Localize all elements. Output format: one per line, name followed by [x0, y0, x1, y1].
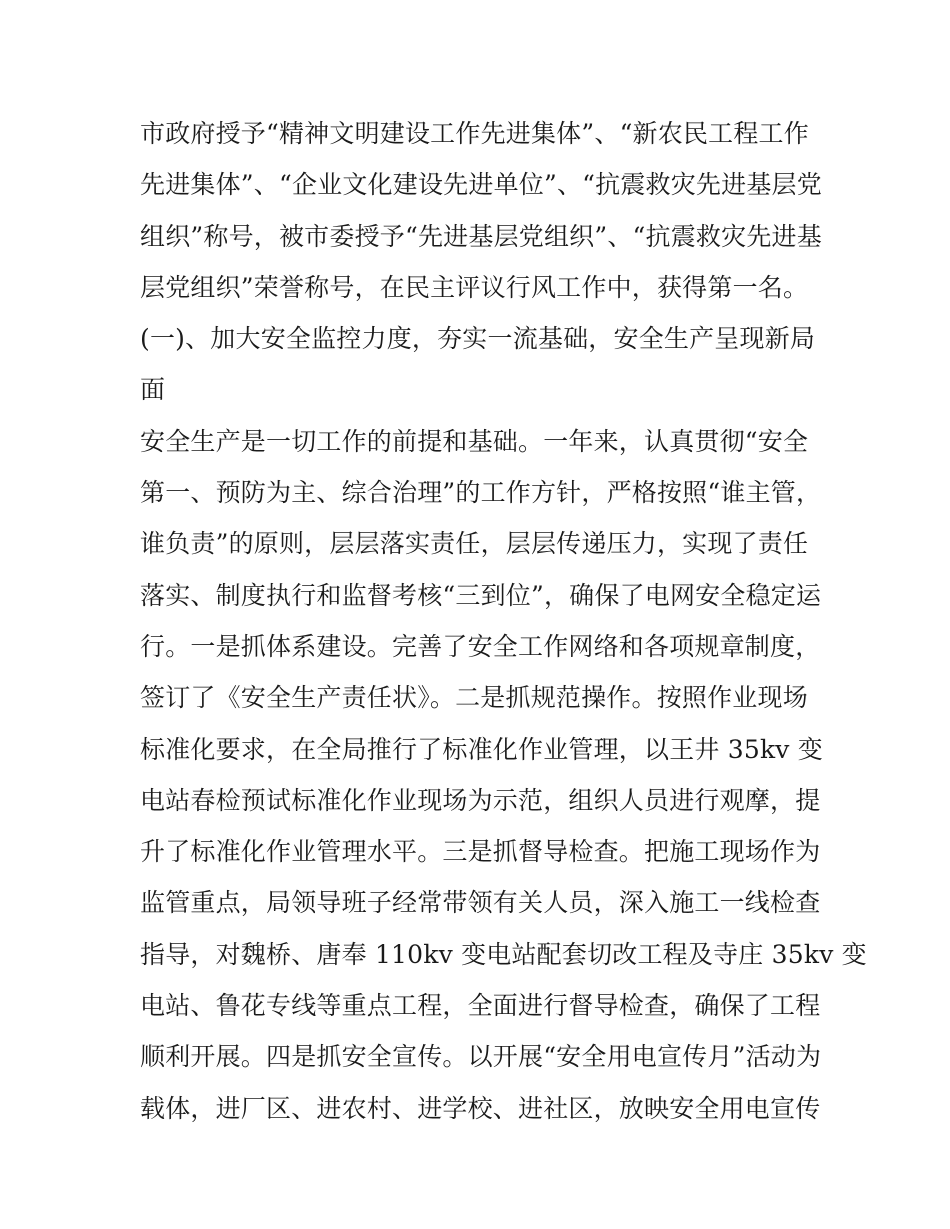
text-line: 指导，对魏桥、唐奉 110kv 变电站配套切改工程及寺庄 35kv 变 — [140, 939, 867, 969]
text-line: 安全生产是一切工作的前提和基础。一年来，认真贯彻“安全 — [140, 426, 809, 456]
text-line: 市政府授予“精神文明建设工作先进集体”、“新农民工程工作 — [140, 119, 809, 148]
text-line: 谁负责”的原则，层层落实责任，层层传递压力，实现了责任 — [140, 529, 809, 559]
text-line: 电站、鲁花专线等重点工程，全面进行督导检查，确保了工程 — [140, 991, 821, 1021]
text-line: 层党组织”荣誉称号，在民主评议行风工作中，获得第一名。 — [140, 272, 809, 302]
text-line: 组织”称号，被市委授予“先进基层党组织”、“抗震救灾先进基 — [140, 221, 822, 251]
text-line: 监管重点，局领导班子经常带领有关人员，深入施工一线检查 — [140, 888, 821, 918]
text-line: 先进集体”、“企业文化建设先进单位”、“抗震救灾先进基层党 — [140, 170, 822, 200]
section-heading-line: (一)、加大安全监控力度，夯实一流基础，安全生产呈现新局 — [140, 324, 816, 354]
text-line: 升了标准化作业管理水平。三是抓督导检查。把施工现场作为 — [140, 837, 821, 867]
section-heading-line: 面 — [140, 375, 166, 405]
text-line: 签订了《安全生产责任状》。二是抓规范操作。按照作业现场 — [140, 683, 808, 713]
document-body — [140, 108, 867, 1134]
text-line: 标准化要求，在全局推行了标准化作业管理，以王井 35kv 变 — [140, 734, 823, 764]
text-line: 顺利开展。四是抓安全宣传。以开展“安全用电宣传月”活动为 — [140, 1042, 822, 1072]
text-line: 载体，进厂区、进农村、进学校、进社区，放映安全用电宣传 — [140, 1093, 821, 1123]
text-line: 落实、制度执行和监督考核“三到位”，确保了电网安全稳定运 — [140, 580, 822, 610]
text-line: 电站春检预试标准化作业现场为示范，组织人员进行观摩，提 — [140, 785, 821, 815]
text-line: 行。一是抓体系建设。完善了安全工作网络和各项规章制度， — [140, 631, 821, 661]
text-line: 第一、预防为主、综合治理”的工作方针，严格按照“谁主管， — [140, 478, 822, 508]
